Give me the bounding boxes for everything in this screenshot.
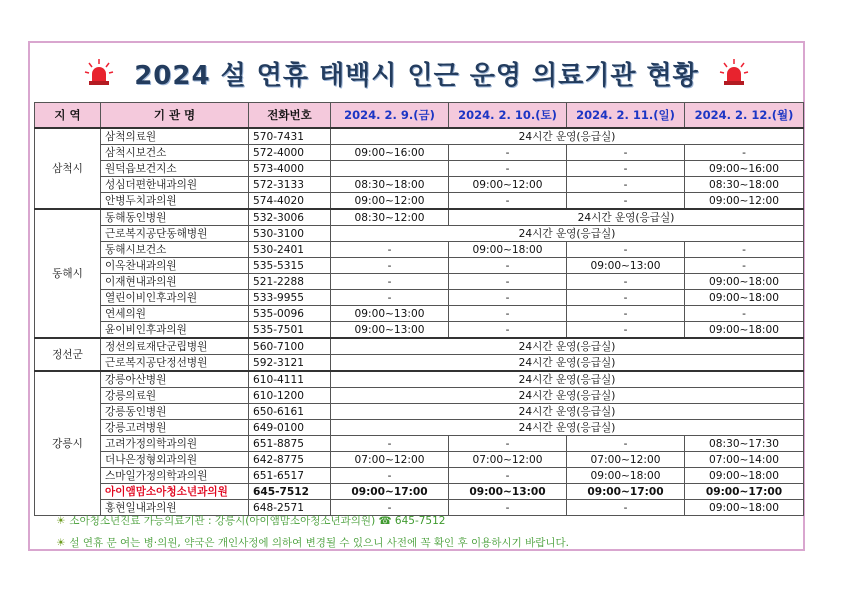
note-line xyxy=(56,535,569,550)
hours-cell: - xyxy=(449,436,567,452)
name-cell: 이재현내과의원 xyxy=(101,274,249,290)
name-cell: 근로복지공단동해병원 xyxy=(101,226,249,242)
hours-cell: 09:00~12:00 xyxy=(331,193,449,210)
table-row xyxy=(35,436,804,452)
title-bar xyxy=(36,47,797,99)
hours-cell: - xyxy=(567,306,685,322)
name-cell: 연세의원 xyxy=(101,306,249,322)
hours-cell: - xyxy=(567,193,685,210)
page-title: 2024 설 연휴 태백시 인근 운영 의료기관 현황 xyxy=(134,60,699,91)
hours-cell: 07:00~12:00 xyxy=(449,452,567,468)
phone-cell: 535-5315 xyxy=(249,258,331,274)
hours-cell: - xyxy=(685,306,804,322)
hours-cell: 09:00~13:00 xyxy=(567,258,685,274)
hours-cell: 09:00~18:00 xyxy=(685,274,804,290)
name-cell: 삼척시보건소 xyxy=(101,145,249,161)
table-row xyxy=(35,177,804,193)
hours-span-cell: 24시간 운영(응급실) xyxy=(331,420,804,436)
hours-cell: - xyxy=(331,274,449,290)
hours-cell: - xyxy=(685,145,804,161)
hours-cell: 07:00~12:00 xyxy=(567,452,685,468)
table-row xyxy=(35,145,804,161)
hours-cell: 09:00~17:00 xyxy=(331,484,449,500)
table-row xyxy=(35,128,804,145)
phone-cell: 572-3133 xyxy=(249,177,331,193)
header-date-4: 2024. 2. 12.(월) xyxy=(685,103,804,129)
name-cell: 안병두치과의원 xyxy=(101,193,249,210)
hours-cell: 07:00~12:00 xyxy=(331,452,449,468)
name-cell: 성심더편한내과의원 xyxy=(101,177,249,193)
hours-span-cell: 24시간 운영(응급실) xyxy=(331,128,804,145)
phone-cell: 642-8775 xyxy=(249,452,331,468)
hours-span-cell: 24시간 운영(응급실) xyxy=(331,226,804,242)
table-row xyxy=(35,274,804,290)
hours-cell: - xyxy=(567,290,685,306)
name-cell: 동해시보건소 xyxy=(101,242,249,258)
hours-cell: - xyxy=(449,274,567,290)
table-row xyxy=(35,290,804,306)
name-cell: 강릉의료원 xyxy=(101,388,249,404)
name-cell: 열린이비인후과의원 xyxy=(101,290,249,306)
header-region: 지 역 xyxy=(35,103,101,129)
table-row xyxy=(35,452,804,468)
hours-span-cell: 24시간 운영(응급실) xyxy=(449,209,804,226)
hours-cell: - xyxy=(685,258,804,274)
hours-cell: - xyxy=(449,145,567,161)
page-frame xyxy=(28,41,805,551)
hours-cell: 08:30~17:30 xyxy=(685,436,804,452)
hours-cell: 09:00~12:00 xyxy=(449,177,567,193)
phone-cell: 560-7100 xyxy=(249,338,331,355)
phone-cell: 533-9955 xyxy=(249,290,331,306)
name-cell: 원덕읍보건지소 xyxy=(101,161,249,177)
hours-cell: - xyxy=(449,193,567,210)
name-cell: 고려가정의학과의원 xyxy=(101,436,249,452)
name-cell: 삼척의료원 xyxy=(101,128,249,145)
phone-cell: 530-3100 xyxy=(249,226,331,242)
hours-span-cell: 24시간 운영(응급실) xyxy=(331,404,804,420)
hours-cell: 08:30~18:00 xyxy=(685,177,804,193)
table-row xyxy=(35,371,804,388)
hours-span-cell: 24시간 운영(응급실) xyxy=(331,355,804,372)
region-cell: 동해시 xyxy=(35,209,101,338)
phone-cell: 521-2288 xyxy=(249,274,331,290)
hours-cell: 09:00~18:00 xyxy=(685,500,804,516)
hours-cell: - xyxy=(449,468,567,484)
name-cell: 강릉동인병원 xyxy=(101,404,249,420)
hours-cell: 09:00~18:00 xyxy=(685,322,804,339)
hours-cell: 09:00~18:00 xyxy=(567,468,685,484)
table-row xyxy=(35,209,804,226)
table-row xyxy=(35,322,804,339)
notes xyxy=(56,513,569,557)
hours-cell: - xyxy=(331,436,449,452)
name-cell: 근로복지공단정선병원 xyxy=(101,355,249,372)
hours-cell: - xyxy=(449,500,567,516)
hours-cell: 09:00~13:00 xyxy=(449,484,567,500)
hours-cell: 09:00~13:00 xyxy=(331,306,449,322)
hours-cell: - xyxy=(331,258,449,274)
table-row xyxy=(35,193,804,210)
table-header-row xyxy=(35,103,804,129)
phone-cell: 651-6517 xyxy=(249,468,331,484)
hours-span-cell: 24시간 운영(응급실) xyxy=(331,338,804,355)
hours-cell: - xyxy=(567,177,685,193)
header-phone: 전화번호 xyxy=(249,103,331,129)
sun-icon: ☀ xyxy=(56,515,66,527)
table-row xyxy=(35,404,804,420)
hours-cell: - xyxy=(567,161,685,177)
name-cell: 윤이비인후과의원 xyxy=(101,322,249,339)
hours-cell: - xyxy=(331,468,449,484)
table-row-highlighted xyxy=(35,484,804,500)
phone-cell: 570-7431 xyxy=(249,128,331,145)
region-cell: 강릉시 xyxy=(35,371,101,516)
table-row xyxy=(35,161,804,177)
header-date-3: 2024. 2. 11.(일) xyxy=(567,103,685,129)
phone-cell: 535-0096 xyxy=(249,306,331,322)
hospital-table xyxy=(34,102,804,516)
siren-icon xyxy=(719,57,749,87)
hours-cell: 09:00~17:00 xyxy=(567,484,685,500)
phone-cell: 645-7512 xyxy=(249,484,331,500)
hours-cell: - xyxy=(449,161,567,177)
hours-cell: - xyxy=(449,290,567,306)
table-row xyxy=(35,258,804,274)
header-date-1: 2024. 2. 9.(금) xyxy=(331,103,449,129)
phone-cell: 573-4000 xyxy=(249,161,331,177)
table-row xyxy=(35,338,804,355)
phone-cell: 651-8875 xyxy=(249,436,331,452)
table-row xyxy=(35,226,804,242)
hours-cell: - xyxy=(449,322,567,339)
header-date-2: 2024. 2. 10.(토) xyxy=(449,103,567,129)
hours-cell: - xyxy=(331,500,449,516)
hours-cell: 09:00~12:00 xyxy=(685,193,804,210)
hours-cell: 09:00~18:00 xyxy=(685,468,804,484)
table-row xyxy=(35,388,804,404)
hours-cell: 09:00~16:00 xyxy=(331,145,449,161)
hours-cell: - xyxy=(567,145,685,161)
name-cell: 스마일가정의학과의원 xyxy=(101,468,249,484)
name-cell: 강릉아산병원 xyxy=(101,371,249,388)
hours-span-cell: 24시간 운영(응급실) xyxy=(331,371,804,388)
table-row xyxy=(35,242,804,258)
region-cell: 삼척시 xyxy=(35,128,101,209)
hours-cell: - xyxy=(449,258,567,274)
name-cell: 이옥찬내과의원 xyxy=(101,258,249,274)
hours-cell: - xyxy=(567,436,685,452)
phone-cell: 650-6161 xyxy=(249,404,331,420)
table-row xyxy=(35,468,804,484)
phone-cell: 649-0100 xyxy=(249,420,331,436)
table-row xyxy=(35,306,804,322)
name-cell: 강릉고려병원 xyxy=(101,420,249,436)
hours-cell: - xyxy=(331,290,449,306)
hours-cell: 09:00~17:00 xyxy=(685,484,804,500)
phone-cell: 610-1200 xyxy=(249,388,331,404)
hours-cell: 07:00~14:00 xyxy=(685,452,804,468)
phone-cell: 648-2571 xyxy=(249,500,331,516)
phone-cell: 610-4111 xyxy=(249,371,331,388)
hours-cell: 09:00~16:00 xyxy=(685,161,804,177)
phone-cell: 574-4020 xyxy=(249,193,331,210)
region-cell: 정선군 xyxy=(35,338,101,371)
name-cell: 홍현일내과의원 xyxy=(101,500,249,516)
hours-cell: - xyxy=(685,242,804,258)
hours-cell: 09:00~18:00 xyxy=(685,290,804,306)
note-text: 설 연휴 문 여는 병·의원, 약국은 개인사정에 의하여 변경될 수 있으니 사전에 꼭 확인 후 이용하시기 바랍니다. xyxy=(69,537,569,549)
header-name: 기 관 명 xyxy=(101,103,249,129)
name-cell: 정선의료재단군립병원 xyxy=(101,338,249,355)
name-cell: 더나은정형외과의원 xyxy=(101,452,249,468)
phone-cell: 535-7501 xyxy=(249,322,331,339)
hours-cell: - xyxy=(567,242,685,258)
note-line xyxy=(56,513,569,528)
hours-cell: 08:30~18:00 xyxy=(331,177,449,193)
hours-cell xyxy=(331,161,449,177)
hours-cell: - xyxy=(567,274,685,290)
note-text: 소아청소년진료 가능의료기관 : 강릉시(아이앰맘소아청소년과의원) ☎ 645-7512 xyxy=(69,515,446,527)
phone-cell: 572-4000 xyxy=(249,145,331,161)
phone-cell: 532-3006 xyxy=(249,209,331,226)
hours-cell: 09:00~18:00 xyxy=(449,242,567,258)
hours-span-cell: 24시간 운영(응급실) xyxy=(331,388,804,404)
hours-cell: - xyxy=(567,322,685,339)
hours-cell: 08:30~12:00 xyxy=(331,209,449,226)
sun-icon: ☀ xyxy=(56,537,66,549)
hours-cell: 09:00~13:00 xyxy=(331,322,449,339)
phone-cell: 592-3121 xyxy=(249,355,331,372)
siren-icon xyxy=(84,57,114,87)
table-row xyxy=(35,355,804,372)
table-row xyxy=(35,420,804,436)
name-cell: 아이앰맘소아청소년과의원 xyxy=(101,484,249,500)
hours-cell: - xyxy=(567,500,685,516)
phone-cell: 530-2401 xyxy=(249,242,331,258)
name-cell: 동해동인병원 xyxy=(101,209,249,226)
hours-cell: - xyxy=(449,306,567,322)
hours-cell: - xyxy=(331,242,449,258)
